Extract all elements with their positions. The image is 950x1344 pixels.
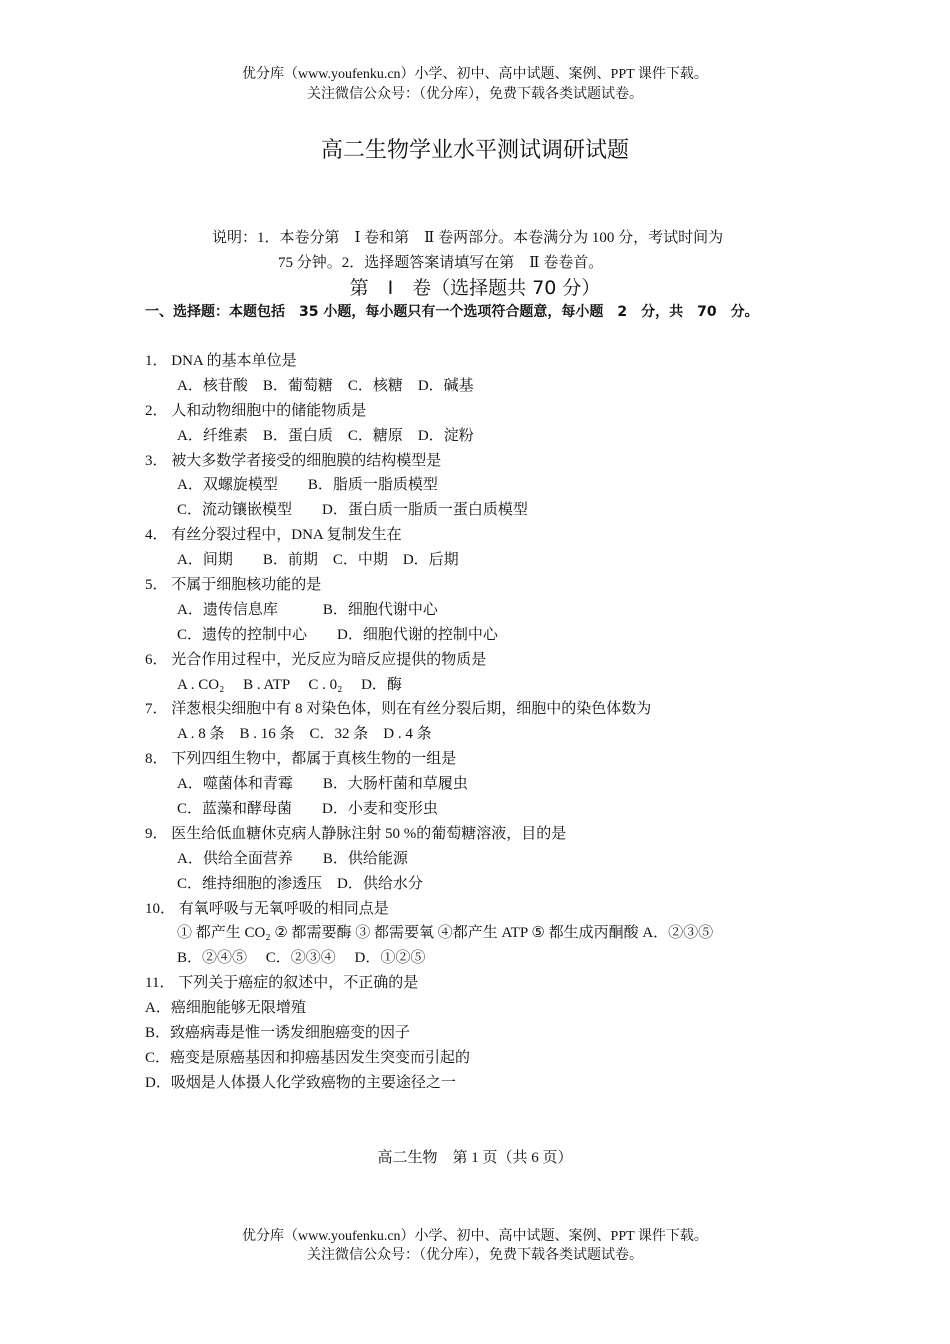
question-options: A．癌细胞能够无限增殖 [145,1000,306,1017]
question-options: B．②④⑤ C．②③④ D．①②⑤ [177,950,426,967]
footer-ad-line: 优分库（www.youfenku.cn）小学、初中、高中试题、案例、PPT 课件下载。 [242,1229,708,1244]
header-ad-line: 优分库（www.youfenku.cn）小学、初中、高中试题、案例、PPT 课件下载。 [242,67,708,82]
question-stem: 8． 下列四组生物中，都属于真核生物的一组是 [145,751,457,768]
question-options: A．遗传信息库 B．细胞代谢中心 [177,601,438,618]
question-options: A . CO₂ B . ATP C . 0₂ D．酶 [177,676,402,693]
question-options: A．间期 B．前期 C．中期 D．后期 [177,552,459,569]
section-heading: 一、选择题：本题包括 35 小题，每小题只有一个选项符合题意，每小题 2 分，共 70 分。 [145,304,759,320]
instructions-line-1: 说明：1．本卷分第 Ⅰ 卷和第 Ⅱ 卷两部分。本卷满分为 100 分，考试时间为 [212,230,724,246]
question-options: A．供给全面营养 B．供给能源 [177,850,408,867]
question-list [145,349,845,1096]
footer-wechat-line: 关注微信公众号：（优分库），免费下载各类试题试卷。 [307,1248,643,1263]
question-stem: 3． 被大多数学者接受的细胞膜的结构模型是 [145,452,442,469]
exam-title: 高二生物学业水平测试调研试题 [320,138,629,163]
question-options: A．噬菌体和青霉 B．大肠杆菌和草履虫 [177,776,468,793]
question-stem: 7． 洋葱根尖细胞中有 8 对染色体，则在有丝分裂后期，细胞中的染色体数为 [145,701,652,718]
question-options: B．致癌病毒是惟一诱发细胞癌变的因子 [145,1025,411,1042]
question-options: D．吸烟是人体摄人化学致癌物的主要途径之一 [145,1074,456,1091]
volume-heading: 第 Ⅰ 卷（选择题共 70 分） [349,277,601,299]
question-stem: 6． 光合作用过程中，光反应为暗反应提供的物质是 [145,651,487,668]
instructions-line-2: 75 分钟。2．选择题答案请填写在第 Ⅱ 卷卷首。 [278,255,604,271]
question-options: C．维持细胞的渗透压 D．供给水分 [177,875,423,892]
question-options: A．双螺旋模型 B．脂质一脂质模型 [177,477,438,494]
header-wechat-line: 关注微信公众号：（优分库），免费下载各类试题试卷。 [307,87,643,102]
question-stem: 4． 有丝分裂过程中，DNA 复制发生在 [145,527,402,544]
page-number-footer: 高二生物 第 1 页（共 6 页） [377,1150,573,1166]
question-options: C．流动镶嵌模型 D．蛋白质一脂质一蛋白质模型 [177,502,528,519]
question-stem: 2． 人和动物细胞中的储能物质是 [145,402,367,419]
question-options: C．遗传的控制中心 D．细胞代谢的控制中心 [177,626,498,643]
question-options: ① 都产生 CO₂ ② 都需要酶 ③ 都需要氧 ④都产生 ATP ⑤ 都生成丙酮酸 A．②③⑤ [177,925,714,942]
question-options: A . 8 条 B . 16 条 C．32 条 D . 4 条 [177,726,432,743]
question-options: A．核苷酸 B．葡萄糖 C．核糖 D．碱基 [177,377,474,394]
question-stem: 5． 不属于细胞核功能的是 [145,577,322,594]
question-stem: 11． 下列关于癌症的叙述中，不正确的是 [145,975,419,992]
question-options: C．癌变是原癌基因和抑癌基因发生突变而引起的 [145,1049,471,1066]
question-stem: 9． 医生给低血糖休克病人静脉注射 50 %的葡萄糖溶液，目的是 [145,825,567,842]
question-stem: 1． DNA 的基本单位是 [145,353,297,369]
question-options: C．蓝藻和酵母菌 D．小麦和变形虫 [177,801,438,818]
question-options: A．纤维素 B．蛋白质 C．糖原 D．淀粉 [177,427,474,444]
question-stem: 10． 有氧呼吸与无氧呼吸的相同点是 [145,900,389,917]
